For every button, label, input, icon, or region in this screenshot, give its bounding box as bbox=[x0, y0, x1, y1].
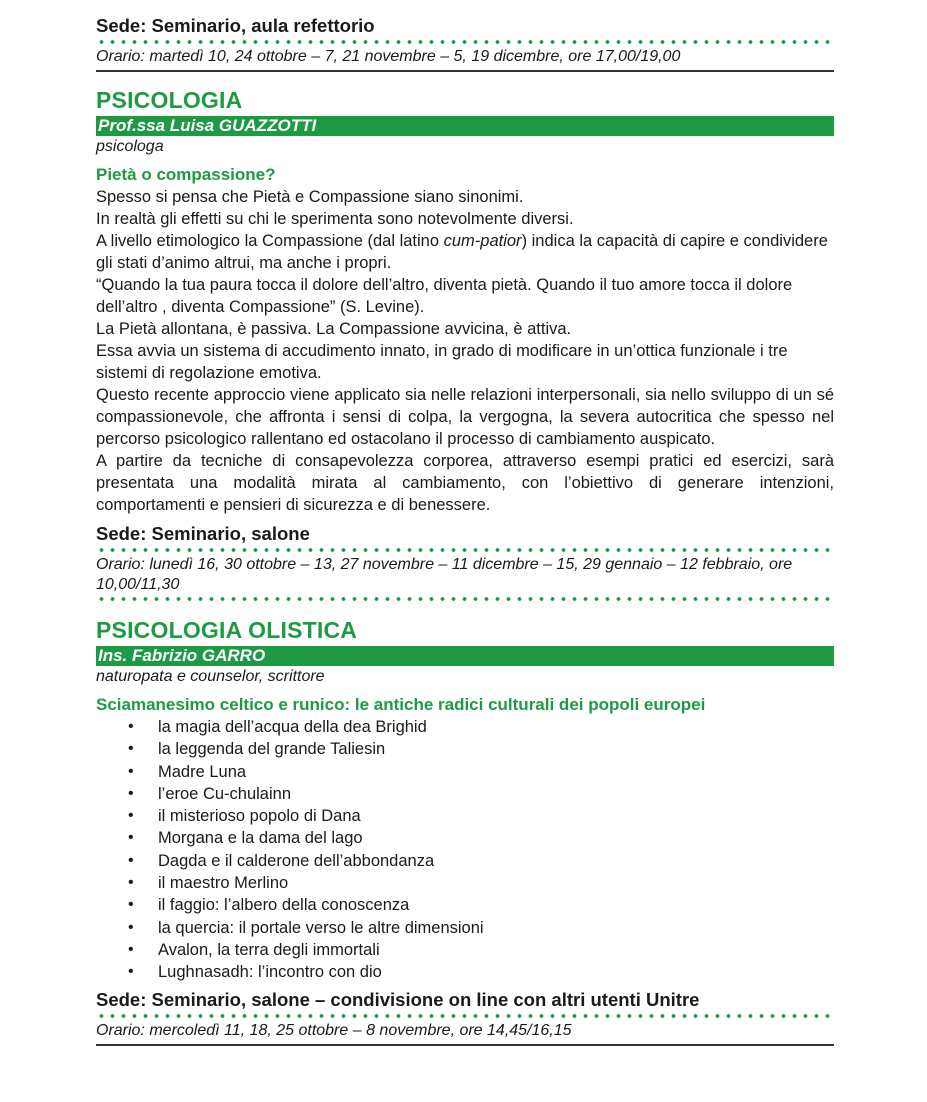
text-run: A livello etimologico la Compassione (dal latino bbox=[96, 232, 444, 250]
course-subtitle: Pietà o compassione? bbox=[96, 165, 276, 184]
bullet-icon: • bbox=[128, 851, 134, 869]
paragraph: In realtà gli effetti su chi le sperimenta sono notevolmente diversi. bbox=[96, 210, 574, 228]
paragraph: A partire da tecniche di consapevolezza corporea, attraverso esempi pratici ed esercizi, sarà presentata una modalità mirata al cambiamento, con l’obiettivo di generare intenzioni, comportamenti e pensieri di sicurezza e di benessere. bbox=[96, 452, 834, 514]
bullet-icon: • bbox=[128, 963, 134, 981]
section-rule bbox=[96, 70, 834, 72]
list-item-text: il misterioso popolo di Dana bbox=[158, 807, 361, 826]
teacher-name-bar: Prof.ssa Luisa GUAZZOTTI bbox=[96, 116, 834, 136]
italic-term: cum-patior bbox=[443, 232, 522, 250]
list-item bbox=[128, 738, 834, 760]
list-item bbox=[128, 961, 834, 983]
section-title: PSICOLOGIA bbox=[96, 87, 243, 113]
list-item bbox=[128, 716, 834, 738]
bullet-icon: • bbox=[128, 940, 134, 958]
orario-text: Orario: martedì 10, 24 ottobre – 7, 21 novembre – 5, 19 dicembre, ore 17,00/19,00 bbox=[96, 48, 681, 65]
dotted-divider bbox=[96, 596, 834, 602]
dotted-divider bbox=[96, 547, 834, 553]
list-item bbox=[128, 917, 834, 939]
list-item bbox=[128, 827, 834, 849]
course-description bbox=[96, 186, 834, 516]
list-item bbox=[128, 761, 834, 783]
top-sede-block bbox=[96, 14, 834, 72]
teacher-name-bar: Ins. Fabrizio GARRO bbox=[96, 646, 834, 666]
paragraph: La Pietà allontana, è passiva. La Compassione avvicina, è attiva. bbox=[96, 320, 572, 338]
list-item-text: l’eroe Cu-chulainn bbox=[158, 784, 291, 803]
list-item-text: il maestro Merlino bbox=[158, 874, 289, 893]
list-item-text: Avalon, la terra degli immortali bbox=[158, 940, 380, 959]
paragraph: “Quando la tua paura tocca il dolore dell’altro, diventa pietà. Quando il tuo amore tocca il dolore dell’altro , diventa Compassione” (S. Levine). bbox=[96, 276, 793, 316]
section-rule bbox=[96, 1044, 834, 1046]
list-item-text: Dagda e il calderone dell’abbondanza bbox=[158, 851, 435, 870]
sede-block bbox=[96, 988, 834, 1046]
paragraph: Essa avvia un sistema di accudimento innato, in grado di modificare in un’ottica funzionale i tre sistemi di regolazione emotiva. bbox=[96, 342, 788, 382]
bullet-icon: • bbox=[128, 896, 134, 914]
paragraph bbox=[96, 230, 834, 274]
bullet-icon: • bbox=[128, 918, 134, 936]
teacher-role: psicologa bbox=[96, 138, 164, 155]
bullet-icon: • bbox=[128, 718, 134, 735]
bullet-icon: • bbox=[128, 829, 134, 847]
list-item-text: la leggenda del grande Taliesin bbox=[158, 740, 386, 759]
sede-heading: Sede: Seminario, salone – condivisione on line con altri utenti Unitre bbox=[96, 988, 700, 1010]
list-item bbox=[128, 805, 834, 827]
bullet-icon: • bbox=[128, 740, 134, 758]
paragraph: Questo recente approccio viene applicato sia nelle relazioni interpersonali, sia nello sviluppo di un sé compassionevole, che affronta i sensi di colpa, la vergogna, la severa autocritica che spesso nel percorso psicologico rallentano ed ostacolano il processo di cambiamento auspicato. bbox=[96, 386, 834, 448]
orario-text: Orario: lunedì 16, 30 ottobre – 13, 27 novembre – 11 dicembre – 15, 29 gennaio – 12 febbraio, ore 10,00/11,30 bbox=[96, 556, 793, 593]
list-item-text: la magia dell’acqua della dea Brighid bbox=[158, 718, 427, 736]
orario-text: Orario: mercoledì 11, 18, 25 ottobre – 8 novembre, ore 14,45/16,15 bbox=[96, 1021, 572, 1039]
list-item-text: il faggio: l’albero della conoscenza bbox=[158, 896, 410, 915]
dotted-divider bbox=[96, 39, 834, 45]
course-subtitle: Sciamanesimo celtico e runico: le antiche radici culturali dei popoli europei bbox=[96, 695, 706, 714]
list-item-text: la quercia: il portale verso le altre dimensioni bbox=[158, 918, 484, 937]
list-item bbox=[128, 850, 834, 872]
list-item bbox=[128, 939, 834, 961]
bullet-icon: • bbox=[128, 784, 134, 802]
section-psicologia bbox=[96, 86, 834, 602]
sede-block bbox=[96, 522, 834, 602]
list-item-text: Morgana e la dama del lago bbox=[158, 829, 363, 848]
bullet-icon: • bbox=[128, 807, 134, 825]
page-content bbox=[96, 14, 834, 1046]
text-run: ) indica la capacità di capire e condividere gli stati d’animo altrui, ma anche i propri. bbox=[96, 232, 828, 272]
section-psicologia-olistica bbox=[96, 616, 834, 1046]
dotted-divider bbox=[96, 1013, 834, 1019]
paragraph: Spesso si pensa che Pietà e Compassione siano sinonimi. bbox=[96, 188, 524, 206]
list-item-text: Lughnasadh: l’incontro con dio bbox=[158, 963, 382, 982]
list-item-text: Madre Luna bbox=[158, 762, 247, 781]
list-item bbox=[128, 894, 834, 916]
sede-heading: Sede: Seminario, aula refettorio bbox=[96, 15, 375, 36]
sede-heading: Sede: Seminario, salone bbox=[96, 523, 310, 544]
list-item bbox=[128, 872, 834, 894]
section-title: PSICOLOGIA OLISTICA bbox=[96, 617, 358, 643]
bullet-icon: • bbox=[128, 874, 134, 892]
list-item bbox=[128, 783, 834, 805]
bullet-icon: • bbox=[128, 762, 134, 780]
teacher-role: naturopata e counselor, scrittore bbox=[96, 668, 325, 685]
topic-list bbox=[96, 716, 834, 984]
